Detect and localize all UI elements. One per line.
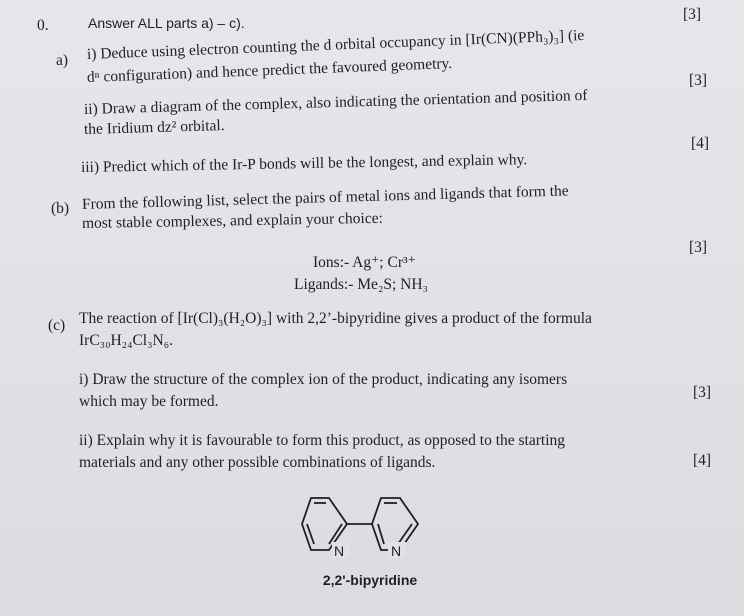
part-c-label: (c) [48,317,66,334]
part-c-line2: IrC₃₀H₂₄Cl₃N₆. [79,332,173,349]
atom-n-left: N [334,543,345,559]
bipyridine-caption: 2,2'-bipyridine [322,572,418,588]
part-b-label: (b) [51,200,70,217]
part-c-ii-line2: materials and any other possible combinations of ligands. [79,454,436,471]
part-c-ii-line1: ii) Explain why it is favourable to form this product, as opposed to the starting [79,432,566,449]
part-b-marks: [3] [689,239,708,256]
part-a-ii-line1: ii) Draw a diagram of the complex, also indicating the orientation and position of [83,86,588,118]
part-c-i-marks: [3] [693,384,712,401]
part-c-i-line1: i) Draw the structure of the complex ion of the product, indicating any isomers [79,371,568,388]
part-a-i-line1: i) Deduce using electron counting the d orbital occupancy in [Ir(CN)(PPh₃)₃] (ie [86,26,585,63]
part-c-line1: The reaction of [Ir(Cl)₃(H₂O)₃] with 2,2’-bipyridine gives a product of the formula [79,310,592,327]
part-a-ii-marks: [4] [691,135,710,152]
part-a-iii-line1: iii) Predict which of the Ir-P bonds will be the longest, and explain why. [80,151,528,176]
part-a-ii-line2: the Iridium dz² orbital. [83,117,225,138]
instruction: Answer ALL parts a) – c). [88,15,245,31]
bipyridine-structure [292,478,452,568]
marks-total: [3] [683,6,702,23]
part-a-i-marks: [3] [689,72,708,89]
ions-list: Ions:- Ag⁺; Cr³⁺ [313,254,416,271]
part-c-ii-marks: [4] [693,452,712,469]
part-a-label: a) [56,52,69,69]
part-b-line2: most stable complexes, and explain your choice: [81,209,383,232]
question-number: 0. [37,17,49,34]
atom-n-right: N [391,543,402,559]
part-c-i-line2: which may be formed. [79,393,219,410]
ligands-list: Ligands:- Me₂S; NH₃ [294,276,428,293]
part-a-i-line2: dⁿ configuration) and hence predict the favoured geometry. [86,54,453,86]
part-b-line1: From the following list, select the pairs of metal ions and ligands that form the [81,182,569,213]
